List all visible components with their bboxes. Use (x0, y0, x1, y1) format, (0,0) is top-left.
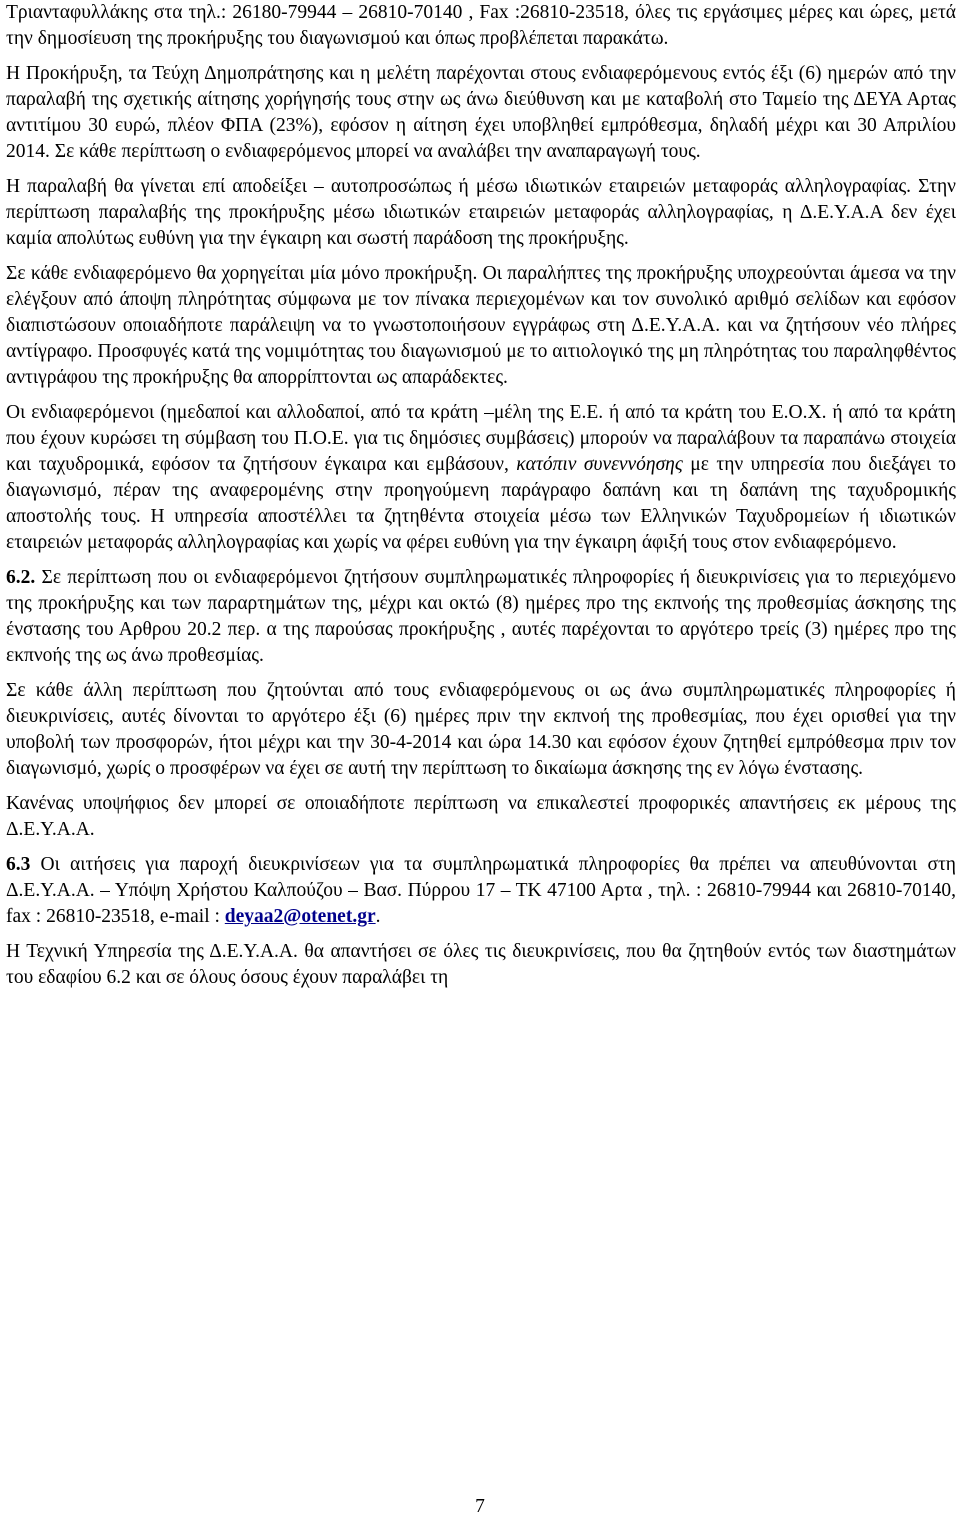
section-6-3-number: 6.3 (6, 854, 31, 875)
email-period: . (375, 906, 381, 927)
section-6-3-text: Οι αιτήσεις για παροχή διευκρινίσεων για τα συμπληρωματικά πληροφορίες θα πρέπει να απευθύνονται στη Δ.Ε.Υ.Α.Α. – Υπόψη Χρήστου Καλπούζου – Βασ. Πύρρου 17 – ΤΚ 47100 Αρτα , τηλ. : 26810-79944 και 26810-70140, fax : 26810-23518, e-mail : (6, 854, 956, 927)
italic-phrase: κατόπιν συνεννόησης (516, 454, 683, 475)
section-6-2-number: 6.2. (6, 567, 36, 588)
receipt-paragraph: Η παραλαβή θα γίνεται επί αποδείξει – αυτοπροσώπως ή μέσω ιδιωτικών εταιρειών μεταφοράς αλληλογραφίας. Στην περίπτωση παραλαβής της προκήρυξης μέσω ιδιωτικών εταιρειών μεταφοράς αλληλογραφίας, η Δ.Ε.Υ.Α.Α δεν έχει καμία απολύτως ευθύνη για την έγκαιρη και σωστή παράδοση της προκήρυξης. (6, 176, 956, 249)
contact-paragraph: Τριανταφυλλάκης στα τηλ.: 26180-79944 – 26810-70140 , Fax :26810-23518, όλες τις εργάσιμες μέρες και ώρες, μετά την δημοσίευση της προκήρυξης του διαγωνισμού και όπως προβλέπεται παρακάτω. (6, 2, 956, 49)
document-page (6, 0, 956, 991)
documents-paragraph: Η Προκήρυξη, τα Τεύχη Δημοπράτησης και η μελέτη παρέχονται στους ενδιαφερόμενους εντός έξι (6) ημερών από την παραλαβή της σχετικής αίτησης χορήγησής τους στην ως άνω διεύθυνση και με καταβολή στο Ταμείο της ΔΕΥΑ Αρτας αντιτίμου 30 ευρώ, πλέον ΦΠΑ (23%), εφόσον η αίτηση έχει υποβληθεί εμπρόθεσμα, δηλαδή μέχρι και 30 Απριλίου 2014. Σε κάθε περίπτωση ο ενδιαφερόμενος μπορεί να αναλάβει την αναπαραγωγή τους. (6, 63, 956, 162)
section-6-2-paragraph (6, 565, 956, 669)
page-number: 7 (475, 1496, 485, 1517)
email-link[interactable]: deyaa2@otenet.gr (224, 906, 376, 927)
foreign-paragraph-part-b: με την υπηρεσία που διεξάγει το διαγωνισμό, πέραν της αναφερομένης στην προηγούμενη παράγραφο δαπάνη και τη δαπάνη της ταχυδρομικής αποστολής τους. Η υπηρεσία αποστέλλει τα ζητηθέντα στοιχεία μέσω των Ελληνικών Ταχυδρομείων ή ιδιωτικών εταιρειών μεταφοράς αλληλογραφίας και χωρίς να φέρει ευθύνη για την έγκαιρη άφιξή τους στον ενδιαφερόμενο. (6, 454, 957, 553)
section-6-3-paragraph (6, 852, 956, 930)
foreign-applicants-paragraph (6, 400, 956, 556)
foreign-paragraph-part-a: Οι ενδιαφερόμενοι (ημεδαποί και αλλοδαποί, από τα κράτη –μέλη της Ε.Ε. ή από τα κράτη του Ε.Ο.Χ. ή από τα κράτη που έχουν κυρώσει τη σύμβαση του Π.Ο.Ε. για τις δημόσιες συμβάσεις) μπορούν να παραλάβουν τα παραπάνω στοιχεία και ταχυδρομικά, εφόσον τα ζητήσουν έγκαιρα και εμβάσουν, (6, 402, 956, 475)
technical-service-paragraph: Η Τεχνική Υπηρεσία της Δ.Ε.Υ.Α.Α. θα απαντήσει σε όλες τις διευκρινίσεις, που θα ζητηθούν εντός των διαστημάτων του εδαφίου 6.2 και σε όλους όσους έχουν παραλάβει τη (6, 941, 956, 988)
other-case-paragraph: Σε κάθε άλλη περίπτωση που ζητούνται από τους ενδιαφερόμενους οι ως άνω συμπληρωματικές πληροφορίες ή διευκρινίσεις, αυτές δίνονται το αργότερο έξι (6) ημέρες πριν την εκπνοή της προθεσμίας, που έχει ορισθεί για την υποβολή των προσφορών, ήτοι μέχρι και την 30-4-2014 και ώρα 14.30 και εφόσον έχουν ζητηθεί εμπρόθεσμα πριν τον διαγωνισμό, χωρίς ο προσφέρων να έχει σε αυτή την περίπτωση το δικαίωμα άσκησης της εν λόγω ένστασης. (6, 680, 956, 779)
section-6-2-text: Σε περίπτωση που οι ενδιαφερόμενοι ζητήσουν συμπληρωματικές πληροφορίες ή διευκρινίσεις για το περιεχόμενο της προκήρυξης και των παραρτημάτων της, μέχρι και οκτώ (8) ημέρες προ της εκπνοής της προθεσμίας άσκησης της ένστασης του Αρθρου 20.2 περ. α της παρούσας προκήρυξης , αυτές παρέχονται το αργότερο τρείς (3) ημέρες προ της εκπνοής της ως άνω προθεσμίας. (6, 567, 956, 666)
no-candidate-paragraph: Κανένας υποψήφιος δεν μπορεί σε οποιαδήποτε περίπτωση να επικαλεστεί προφορικές απαντήσεις εκ μέρους της Δ.Ε.Υ.Α.Α. (6, 793, 956, 840)
one-copy-paragraph: Σε κάθε ενδιαφερόμενο θα χορηγείται μία μόνο προκήρυξη. Οι παραλήπτες της προκήρυξης υποχρεούνται άμεσα να την ελέγξουν από άποψη πληρότητας σύμφωνα με τον πίνακα περιεχομένων και τον συνολικό αριθμό σελίδων και εφόσον διαπιστώσουν οποιαδήποτε παράλειψη να το γνωστοποιήσουν εγγράφως στη Δ.Ε.Υ.Α.Α. και να ζητήσουν νέο πλήρες αντίγραφο. Προσφυγές κατά της νομιμότητας του διαγωνισμού με το αιτιολογικό της μη πληρότητας του παραληφθέντος αντιγράφου της προκήρυξης θα απορρίπτονται ως απαράδεκτες. (6, 263, 956, 388)
